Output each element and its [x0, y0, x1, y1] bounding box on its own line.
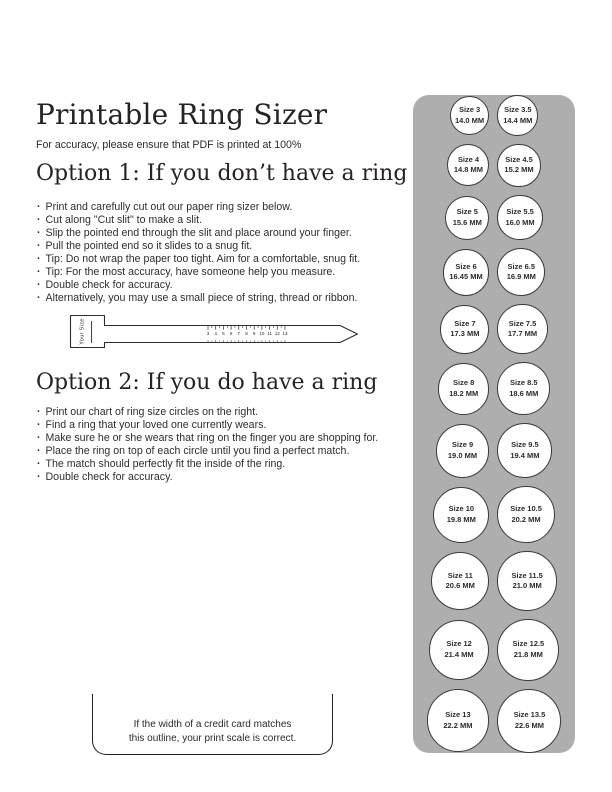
ring-mm-label: 17.7 MM: [507, 329, 538, 339]
option1-bullets: [37, 201, 417, 305]
ring-mm-label: 19.4 MM: [510, 450, 540, 460]
ring-size-circle: [497, 486, 554, 543]
ring-mm-label: 20.2 MM: [511, 514, 541, 524]
ring-mm-label: 22.2 MM: [443, 720, 473, 730]
ring-size-row: [440, 304, 547, 354]
ring-mm-label: 19.8 MM: [446, 514, 476, 524]
bullet-item: · Tip: For the most accuracy, have someone help you measure.: [37, 266, 417, 279]
paper-ring-sizer-strip: [30, 312, 370, 362]
bullet-item: · Place the ring on top of each circle until you find a perfect match.: [37, 445, 417, 458]
ring-size-label: Size 7: [454, 318, 476, 328]
ruler-number: 9: [252, 331, 256, 336]
bullet-item: · Pull the pointed end so it slides to a snug fit.: [37, 240, 417, 253]
ring-mm-label: 16.9 MM: [506, 272, 536, 282]
ring-size-label: Size 8: [453, 378, 475, 388]
ring-size-row: [433, 486, 554, 543]
page-title: Printable Ring Sizer: [36, 98, 328, 131]
bullet-item: · Cut along "Cut slit" to make a slit.: [37, 214, 417, 227]
ring-size-row: [429, 619, 559, 681]
ring-size-circle: [497, 619, 559, 681]
ring-mm-label: 14.0 MM: [455, 115, 485, 125]
bullet-item: · The match should perfectly fit the inside of the ring.: [37, 458, 417, 471]
ring-size-circle: [438, 363, 490, 415]
ring-size-circle: [450, 96, 490, 136]
ring-size-row: [436, 423, 553, 478]
ruler-number: 13: [282, 331, 288, 336]
ring-mm-label: 15.2 MM: [504, 165, 534, 175]
bullet-item: · Alternatively, you may use a small piece of string, thread or ribbon.: [37, 292, 417, 305]
ring-size-circle: [429, 620, 490, 681]
ring-size-circle: [497, 144, 540, 187]
ring-size-circle: [431, 552, 489, 610]
ring-size-label: Size 5.5: [506, 207, 534, 217]
ring-mm-label: 22.6 MM: [514, 720, 545, 730]
ring-size-circle: [497, 95, 538, 136]
ring-size-circle: [497, 551, 557, 611]
ring-size-label: Size 6.5: [507, 261, 536, 271]
ring-size-row: [445, 195, 543, 240]
ring-size-label: Size 4.5: [505, 154, 533, 164]
ring-mm-label: 15.6 MM: [452, 217, 482, 227]
ring-size-label: Size 3.5: [504, 104, 532, 114]
ring-size-circle: [497, 362, 550, 415]
ring-size-row: [438, 362, 550, 415]
ring-mm-label: 18.6 MM: [509, 388, 539, 398]
accuracy-note: For accuracy, please ensure that PDF is printed at 100%: [36, 139, 302, 151]
bullet-item: · Find a ring that your loved one currently wears.: [37, 419, 417, 432]
ring-size-circle: [497, 304, 547, 354]
ruler-number: 6: [229, 331, 233, 336]
ring-size-label: Size 12.5: [512, 639, 545, 649]
ring-size-label: Size 9: [451, 440, 474, 450]
ring-size-circle: [445, 196, 489, 240]
ring-size-circle: [447, 144, 489, 186]
ring-size-label: Size 9.5: [511, 440, 539, 450]
bullet-item: · Double check for accuracy.: [37, 471, 417, 484]
ring-mm-label: 21.4 MM: [444, 649, 474, 659]
ring-size-row: [447, 144, 540, 187]
ring-size-row: [427, 689, 562, 753]
bullet-item: · Double check for accuracy.: [37, 279, 417, 292]
option2-bullets: [37, 406, 417, 484]
bullet-item: · Tip: Do not wrap the paper too tight. Aim for a comfortable, snug fit.: [37, 253, 417, 266]
ring-size-circle: [497, 248, 545, 296]
ring-size-label: Size 10: [448, 504, 475, 514]
ring-size-label: Size 11.5: [511, 570, 543, 580]
ring-size-label: Size 4: [457, 154, 480, 164]
ruler-number: 12: [274, 331, 280, 336]
ring-size-label: Size 8.5: [510, 378, 538, 388]
card-instruction-line1: If the width of a credit card matches: [133, 719, 292, 730]
ring-size-chart-panel: [413, 95, 575, 753]
ring-size-circle: [440, 305, 489, 354]
ring-size-circle: [497, 195, 542, 240]
ring-size-circle: [436, 424, 490, 478]
ruler-number: 8: [245, 331, 248, 336]
ring-size-label: Size 13: [445, 710, 471, 720]
ring-size-row: [450, 95, 538, 136]
bullet-item: · Slip the pointed end through the slit and place around your finger.: [37, 227, 417, 240]
ring-size-label: Size 6: [455, 261, 477, 271]
ring-size-label: Size 7.5: [508, 318, 537, 328]
ring-mm-label: 19.0 MM: [447, 450, 478, 460]
card-instruction-line2: this outline, your print scale is correct.: [128, 732, 297, 744]
ring-mm-label: 14.4 MM: [503, 115, 533, 125]
ring-size-circle: [443, 249, 490, 296]
ring-mm-label: 17.3 MM: [450, 329, 480, 339]
bullet-item: · Print and carefully cut out our paper ring sizer below.: [37, 201, 417, 214]
ring-mm-label: 21.8 MM: [513, 649, 543, 659]
ring-size-row: [431, 551, 557, 611]
ring-size-row: [443, 248, 545, 296]
ring-mm-label: 16.45 MM: [449, 272, 483, 282]
ring-mm-label: 18.2 MM: [449, 388, 479, 398]
ring-size-label: Size 3: [458, 104, 481, 114]
ring-size-label: Size 10.5: [510, 504, 542, 514]
ring-mm-label: 14.8 MM: [453, 165, 484, 175]
ruler-number: 10: [259, 331, 265, 336]
ruler-number: 11: [267, 331, 272, 336]
ring-size-label: Size 5: [456, 207, 478, 217]
bullet-item: · Make sure he or she wears that ring on the finger you are shopping for.: [37, 432, 417, 445]
ruler-number: 7: [237, 331, 241, 336]
ring-size-circle: [433, 487, 489, 543]
option1-heading: Option 1: If you don’t have a ring: [36, 161, 408, 186]
ring-mm-label: 20.6 MM: [445, 581, 475, 591]
ruler-number: 3: [206, 331, 210, 336]
ring-mm-label: 21.0 MM: [512, 581, 542, 591]
ring-size-circle: [497, 689, 561, 753]
credit-card-outline: [92, 694, 333, 755]
bullet-item: · Print our chart of ring size circles on the right.: [37, 406, 417, 419]
ring-size-circle: [497, 423, 552, 478]
ring-size-label: Size 12: [446, 639, 472, 649]
ring-mm-label: 16.0 MM: [505, 217, 535, 227]
ring-size-circle: [427, 689, 490, 752]
your-size-label: Your Size: [79, 318, 86, 345]
ring-size-label: Size 13.5: [513, 710, 546, 720]
ruler-number: 4: [214, 331, 217, 336]
option2-heading: Option 2: If you do have a ring: [36, 370, 378, 395]
ruler-number: 5: [222, 331, 225, 336]
ring-size-label: Size 11: [447, 570, 473, 580]
